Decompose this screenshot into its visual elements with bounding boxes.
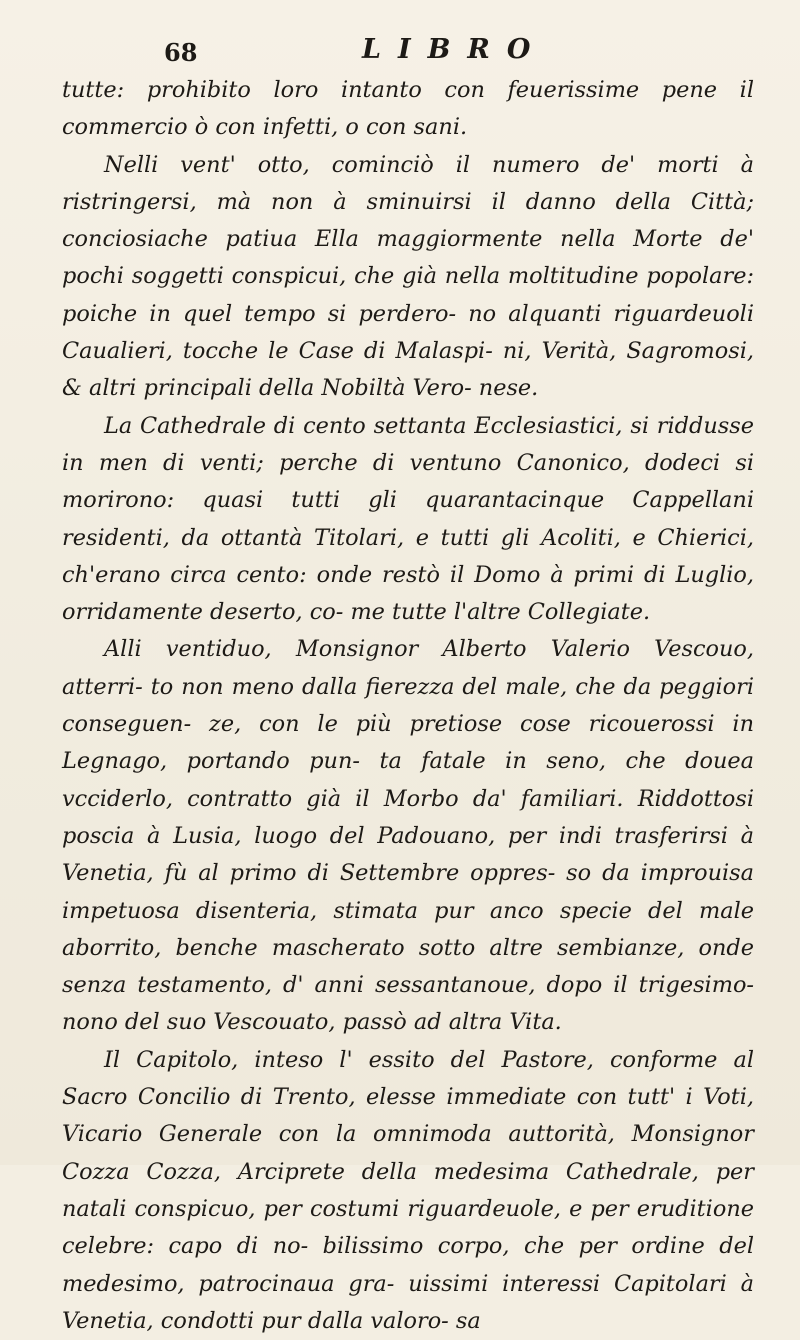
- running-title: LIBRO: [362, 34, 548, 65]
- page-number: 68: [164, 38, 198, 67]
- paragraph-cathedral: La Cathedrale di cento settanta Ecclesiastici, si riddusse in men di venti; perche di ventuno Canonico, dodeci si morirono: quasi tutti gli quarantacinque Cappellani residenti, da ottantà Titolari, e tutti gli Acoliti, e Chierici, ch'erano circa cento: onde restò il Domo à primi di Luglio, orridamente deserto, co- me tutte l'altre Collegiate.: [62, 412, 754, 626]
- running-head: [62, 34, 754, 68]
- body-text: [62, 72, 754, 1340]
- paragraph-continuation: tutte: prohibito loro intanto con feuerissime pene il commercio ò con infetti, o con sani.: [62, 77, 754, 141]
- paragraph-chapter: Il Capitolo, inteso l' essito del Pastore, conforme al Sacro Concilio di Trento, elesse immediate con tutt' i Voti, Vicario Generale con la omnimoda auttorità, Monsignor Cozza Cozza, Arciprete della medesima Cathedrale, per natali conspicuo, per costumi riguardeuole, e per eruditione celebre: capo di no- bilissimo corpo, che per ordine del medesimo, patrocinaua gra- uissimi interessi Capitolari à Venetia, condotti pur dalla valoro- sa: [62, 1046, 754, 1334]
- paragraph-bishop: Alli ventiduo, Monsignor Alberto Valerio Vescouo, atterri- to non meno dalla fierezza del male, che da peggiori conseguen- ze, con le più pretiose cose ricouerossi in Legnago, portando pun- ta fatale in seno, che douea vcciderlo, contratto già il Morbo da' familiari. Riddottosi poscia à Lusia, luogo del Padouano, per indi trasferirsi à Venetia, fù al primo di Settembre oppres- so da improuisa impetuosa disenteria, stimata pur anco specie del male aborrito, benche mascherato sotto altre sembianze, onde senza testamento, d' anni sessantanoue, dopo il trigesimo- nono del suo Vescouato, passò ad altra Vita.: [62, 636, 754, 1036]
- paragraph-deaths-nobility: Nelli vent' otto, cominciò il numero de' morti à ristringersi, mà non à sminuirsi il danno della Città; conciosiache patiua Ella maggiormente nella Morte de' pochi soggetti conspicui, che già nella moltitudine popolare: poiche in quel tempo si perdero- no alquanti riguardeuoli Caualieri, tocche le Case di Malaspi- ni, Verità, Sagromosi, & altri principali della Nobiltà Vero- nese.: [62, 151, 754, 402]
